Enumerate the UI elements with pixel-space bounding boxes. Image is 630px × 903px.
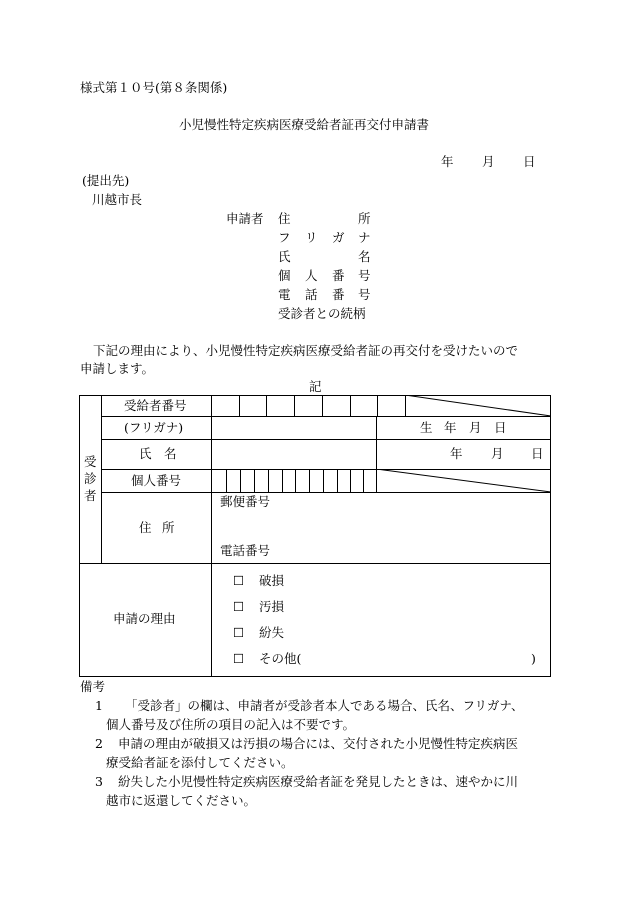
submit-to: 川越市長	[92, 192, 143, 207]
patient-group-2: 診	[84, 471, 97, 486]
applicant-pnum-1: 個	[278, 268, 291, 283]
applicant-address-2: 所	[358, 211, 371, 226]
applicant-pnum-2: 人	[305, 268, 318, 283]
checkbox-other[interactable]: ☐	[233, 651, 245, 666]
phone-number-label: 電話番号	[220, 543, 271, 558]
date-month: 月	[482, 154, 495, 169]
reason-other-close: )	[531, 651, 536, 666]
note-3-num: 3	[95, 774, 103, 789]
birth-label-3: 月	[469, 420, 482, 435]
note-3-line1: 紛失した小児慢性特定疾病医療受給者証を発見したときは、速やかに川	[118, 774, 519, 789]
applicant-phone-2: 話	[305, 287, 318, 302]
ki-label: 記	[309, 379, 322, 394]
patient-group-1: 受	[84, 454, 97, 469]
birth-date-month: 月	[491, 446, 504, 461]
personal-number-label: 個人番号	[131, 473, 182, 488]
applicant-pnum-4: 号	[358, 268, 371, 283]
applicant-phone-4: 号	[358, 287, 371, 302]
birth-label-1: 生	[420, 420, 433, 435]
note-3-line2: 越市に返還してください。	[106, 793, 257, 808]
reason-soiled: 汚損	[259, 599, 285, 614]
reason-lost: 紛失	[259, 625, 285, 640]
applicant-label: 申請者	[226, 211, 264, 226]
personal-number-diagonal	[376, 469, 551, 493]
applicant-pnum-3: 番	[332, 268, 345, 283]
submit-to-label: (提出先)	[82, 173, 130, 188]
applicant-name-2: 名	[358, 249, 371, 264]
checkbox-soiled[interactable]: ☐	[233, 599, 245, 614]
note-1-line2: 個人番号及び住所の項目の記入は不要です。	[106, 717, 356, 732]
intro-line-1: 下記の理由により、小児慢性特定疾病医療受給者証の再交付を受けたいので	[93, 343, 519, 358]
birth-label-4: 日	[494, 420, 507, 435]
birth-date-day: 日	[531, 446, 544, 461]
applicant-furigana-1: フ	[278, 230, 291, 245]
notes-title: 備考	[80, 679, 106, 694]
note-1-line1: 「受診者」の欄は、申請者が受診者本人である場合、氏名、フリガナ、	[125, 698, 524, 713]
applicant-phone-3: 番	[332, 287, 345, 302]
patient-group-3: 者	[84, 488, 97, 503]
page-title: 小児慢性特定疾病医療受給者証再交付申請書	[179, 117, 430, 132]
patient-address-label-2: 所	[162, 520, 175, 535]
checkbox-damaged[interactable]: ☐	[233, 573, 245, 588]
form-number: 様式第１０号(第８条関係)	[80, 80, 228, 95]
applicant-phone-1: 電	[278, 287, 291, 302]
patient-name-label-1: 氏	[139, 446, 152, 461]
recipient-number-label: 受給者番号	[124, 398, 187, 413]
postal-code-label: 郵便番号	[220, 494, 271, 509]
note-1-num: 1	[95, 698, 103, 713]
applicant-relation: 受診者との続柄	[278, 306, 366, 321]
applicant-name-1: 氏	[278, 249, 291, 264]
applicant-furigana-2: リ	[305, 230, 318, 245]
patient-name-label-2: 名	[164, 446, 177, 461]
note-2-line2: 療受給者証を添付してください。	[106, 755, 294, 770]
recipient-number-diagonal	[405, 395, 551, 417]
applicant-furigana-3: ガ	[332, 230, 345, 245]
note-2-line1: 申請の理由が破損又は汚損の場合には、交付された小児慢性特定疾病医	[118, 736, 519, 751]
note-2-num: 2	[95, 736, 103, 751]
checkbox-lost[interactable]: ☐	[233, 625, 245, 640]
patient-address-label-1: 住	[139, 520, 152, 535]
date-year: 年	[441, 154, 454, 169]
applicant-address-1: 住	[278, 211, 291, 226]
reason-other: その他(	[259, 651, 302, 666]
reason-damaged: 破損	[259, 573, 285, 588]
date-day: 日	[523, 154, 536, 169]
furigana-label: (フリガナ)	[124, 420, 184, 435]
intro-line-2: 申請します。	[80, 361, 155, 376]
birth-date-year: 年	[450, 446, 463, 461]
birth-label-2: 年	[444, 420, 457, 435]
applicant-furigana-4: ナ	[358, 230, 371, 245]
reason-label: 申請の理由	[113, 611, 176, 626]
